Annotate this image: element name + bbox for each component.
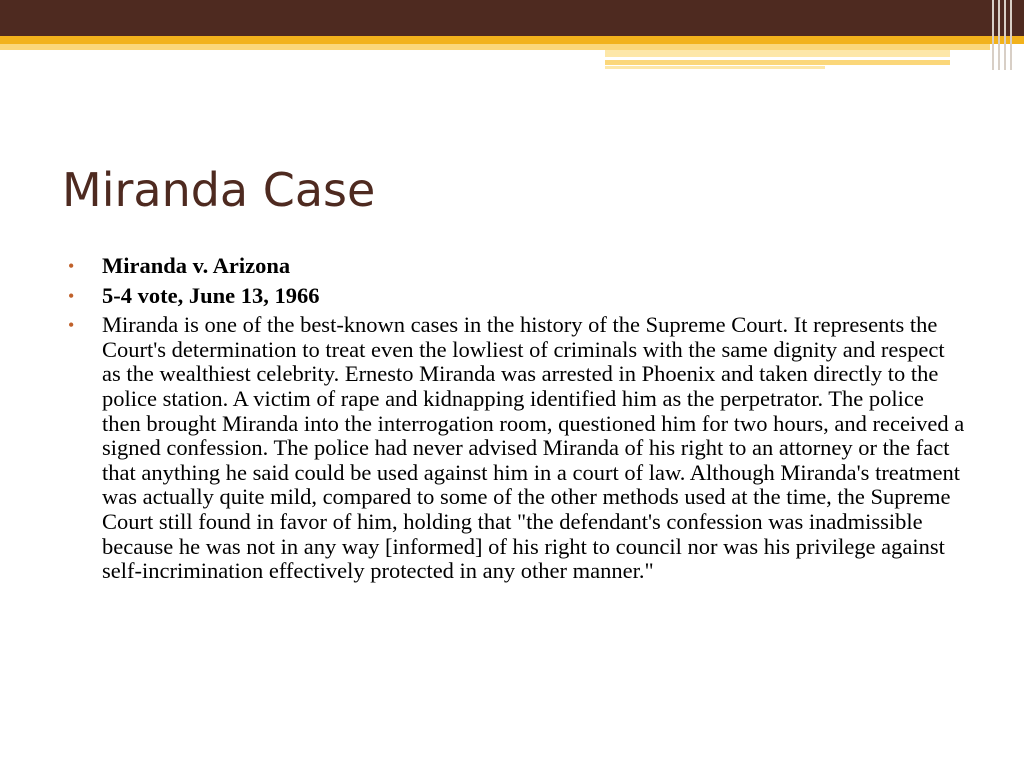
edge-stripes-decoration (988, 0, 1024, 70)
header-accent-stripe (605, 60, 950, 65)
bullet-item (68, 254, 968, 279)
bullet-icon: • (68, 256, 75, 276)
bullet-item (68, 284, 968, 309)
bullet-list (68, 254, 968, 589)
bullet-text: Miranda is one of the best-known cases in the history of the Supreme Court. It represents the Court's determination to treat even the lowliest of criminals with the same dignity and respect as the wealthiest celebrity. Ernesto Miranda was arrested in Phoenix and taken directly to the police station. A victim of rape and kidnapping identified him as the perpetrator. The police then brought Miranda into the interrogation room, questioned him for two hours, and received a signed confession. The police had never advised Miranda of his right to an attorney or the fact that anything he said could be used against him in a court of law. Although Miranda's treatment was actually quite mild, compared to some of the other methods used at the time, the Supreme Court still found in favor of him, holding that "the defendant's confession was inadmissible because he was not in any way [informed] of his right to council nor was his privilege against self-incrimination effectively protected in any other manner." (102, 312, 965, 584)
bullet-item (68, 313, 968, 584)
bullet-icon: • (68, 285, 75, 306)
header-band (0, 0, 1024, 36)
header-accent-stripe (605, 50, 950, 57)
bullet-text: 5-4 vote, June 13, 1966 (102, 282, 320, 308)
bullet-text: Miranda v. Arizona (102, 253, 291, 278)
header-accent-stripe (605, 66, 825, 69)
header-accent-band (0, 36, 1024, 44)
bullet-icon: • (68, 315, 75, 336)
slide-title: Miranda Case (62, 163, 376, 217)
